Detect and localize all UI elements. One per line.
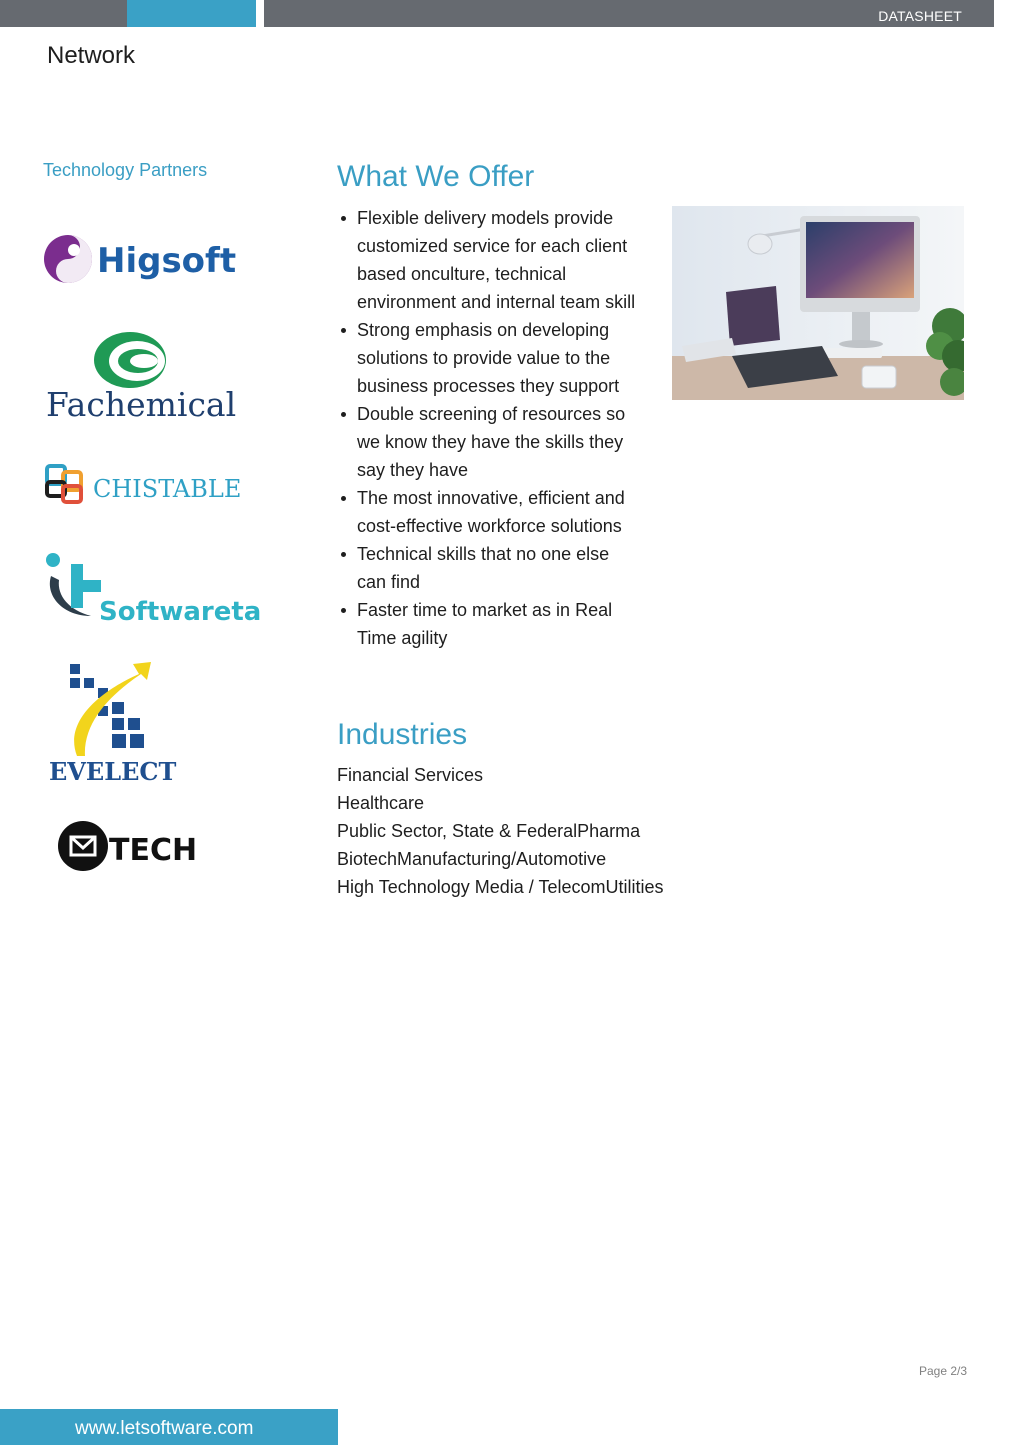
header-bar-accent: [127, 0, 256, 27]
softwareta-logo: [43, 550, 262, 627]
higsoft-logo-text: Higsoft: [97, 241, 237, 281]
list-item: Strong emphasis on developing solutions to provide value to the business processes they support: [337, 316, 637, 400]
tech-logo-text: TECH: [109, 833, 198, 868]
page-number: Page 2/3: [919, 1364, 968, 1378]
chistable-logo-text: CHISTABLE: [93, 475, 242, 503]
list-item: BiotechManufacturing/Automotive: [337, 849, 607, 869]
offer-heading: What We Offer: [337, 160, 535, 193]
evelect-logo-text: EVELECT: [49, 757, 177, 786]
page-title: Network: [47, 42, 136, 69]
list-item: Flexible delivery models provide customized service for each client based onculture, technical environment and internal team skill: [337, 204, 637, 316]
industries-heading: Industries: [337, 718, 468, 751]
fachemical-logo: [43, 330, 237, 424]
list-item: The most innovative, efficient and cost-effective workforce solutions: [337, 484, 637, 540]
list-item: Double screening of resources so we know they have the skills they say they have: [337, 400, 637, 484]
list-item: Healthcare: [337, 793, 425, 813]
desk-computer-photo: [672, 206, 964, 400]
footer-url[interactable]: www.letsoftware.com: [75, 1418, 254, 1439]
list-item: High Technology Media / TelecomUtilities: [337, 877, 664, 897]
footer-bar: [0, 1409, 338, 1445]
chistable-logo: [43, 462, 242, 508]
header-bar-left: [0, 0, 127, 27]
fachemical-logo-text: Fachemical: [46, 385, 237, 424]
industries-list: [337, 761, 664, 901]
softwareta-logo-text: Softwareta: [99, 597, 262, 627]
list-item: Public Sector, State & FederalPharma: [337, 821, 641, 841]
tech-logo: [43, 818, 215, 876]
evelect-logo: [43, 660, 215, 784]
list-item: Technical skills that no one else can find: [337, 540, 637, 596]
offer-list: [337, 204, 637, 652]
datasheet-label: DATASHEET: [878, 8, 962, 24]
higsoft-logo: [43, 228, 237, 290]
list-item: Financial Services: [337, 765, 484, 785]
list-item: Faster time to market as in Real Time agility: [337, 596, 637, 652]
partners-heading: Technology Partners: [43, 160, 208, 180]
